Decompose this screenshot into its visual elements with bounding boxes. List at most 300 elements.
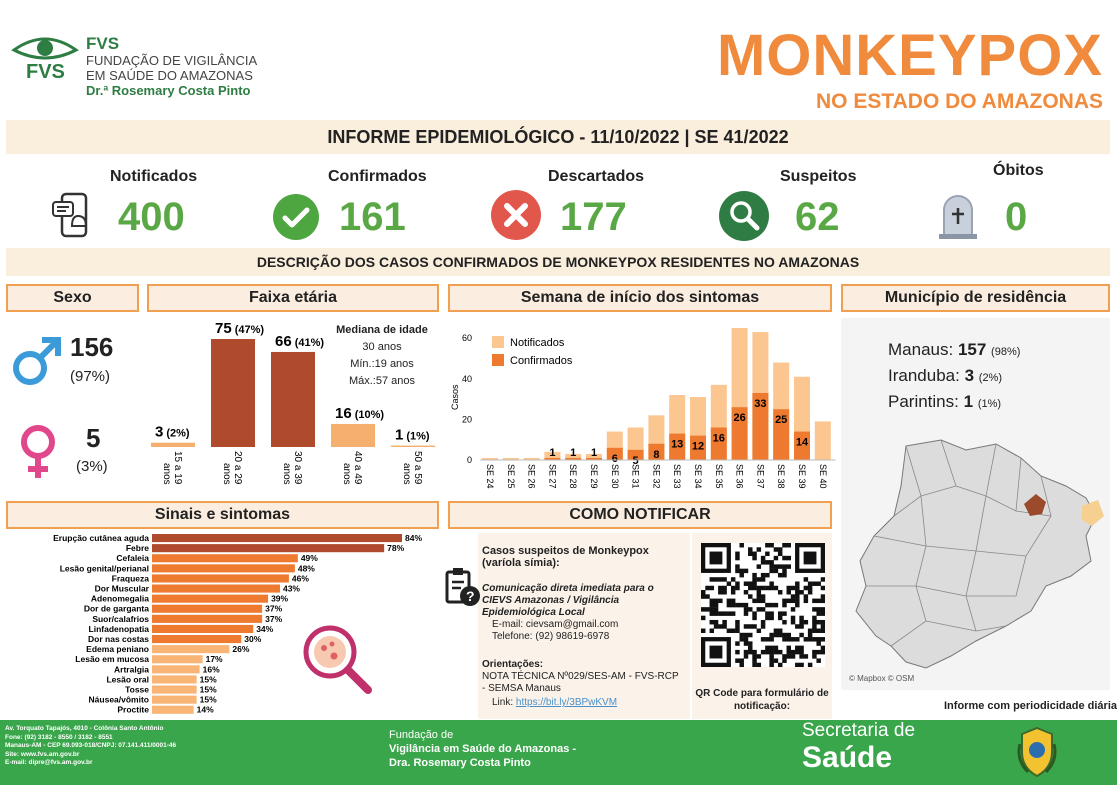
- qr-module: [744, 611, 748, 615]
- section-band: [6, 248, 1110, 276]
- qr-module: [804, 637, 808, 641]
- qr-module: [718, 599, 722, 603]
- check-circle-icon: [272, 193, 320, 246]
- week-tick-label: SE 24: [485, 464, 495, 489]
- qr-module: [808, 629, 812, 633]
- qr-module: [761, 560, 765, 564]
- page-subtitle: NO ESTADO DO AMAZONAS: [816, 90, 1103, 113]
- panel-municipio-title: Município de residência: [841, 284, 1110, 312]
- panel-notificar-title: COMO NOTIFICAR: [448, 501, 832, 529]
- qr-module: [795, 603, 799, 607]
- qr-module: [744, 569, 748, 573]
- qr-module: [799, 624, 803, 628]
- qr-module: [731, 586, 735, 590]
- qr-module: [787, 586, 791, 590]
- qr-module: [761, 599, 765, 603]
- symptom-label: Lesão em mucosa: [75, 654, 149, 665]
- week-tick-label: SE 27: [547, 464, 558, 489]
- kpi-obitos-value: 0: [1005, 195, 1028, 239]
- qr-module: [795, 581, 799, 585]
- qr-module: [739, 637, 743, 641]
- qr-module: [710, 629, 714, 633]
- qr-module: [808, 586, 812, 590]
- qr-module: [761, 594, 765, 598]
- org-line3: Dr.ª Rosemary Costa Pinto: [86, 83, 251, 98]
- week-bar-label: 8: [653, 448, 660, 461]
- qr-module: [778, 663, 782, 667]
- qr-module: [782, 633, 786, 637]
- qr-module: [769, 603, 773, 607]
- qr-caption2: notificação:: [733, 701, 791, 712]
- qr-module: [705, 586, 709, 590]
- qr-module: [799, 654, 803, 658]
- qr-module: [799, 633, 803, 637]
- symptom-value: 30%: [244, 634, 262, 644]
- qr-module: [795, 594, 799, 598]
- qr-module: [752, 650, 756, 654]
- qr-module: [774, 586, 778, 590]
- symptom-label: Dor Muscular: [94, 583, 149, 594]
- female-count: 5: [86, 423, 101, 453]
- qr-module: [718, 624, 722, 628]
- qr-module: [804, 620, 808, 624]
- symptom-bar: [152, 635, 241, 643]
- qr-module: [782, 654, 786, 658]
- magnifier-icon: [718, 190, 770, 247]
- qr-module: [769, 637, 773, 641]
- qr-module: [774, 633, 778, 637]
- symptom-label: Náusea/vômito: [88, 694, 149, 705]
- clipboard-question-icon: [443, 566, 481, 613]
- qr-module: [744, 650, 748, 654]
- qr-module: [714, 620, 718, 624]
- kpi-confirmados-value: 161: [339, 195, 406, 239]
- symptom-bar: [152, 554, 298, 562]
- legend-confirmados-swatch: [492, 354, 504, 366]
- municipio-list: [888, 338, 1020, 416]
- qr-module: [821, 646, 825, 650]
- qr-module: [757, 564, 761, 568]
- municipio-item: Manaus: 157 (98%): [888, 340, 1021, 359]
- qr-module: [710, 607, 714, 611]
- qr-module: [787, 654, 791, 658]
- qr-module: [816, 620, 820, 624]
- qr-caption: [692, 687, 832, 713]
- symptom-label: Lesão genital/perianal: [59, 563, 149, 574]
- qr-module: [782, 603, 786, 607]
- amazonas-map: [846, 436, 1108, 676]
- symptom-bar: [152, 544, 384, 552]
- qr-module: [748, 581, 752, 585]
- notificar-link-row: [482, 697, 688, 709]
- qr-module: [752, 573, 756, 577]
- week-bar-label: 16: [712, 432, 725, 445]
- page-title: MONKEYPOX: [716, 23, 1103, 88]
- kpi-confirmados-label: Confirmados: [328, 168, 427, 185]
- qr-module: [735, 658, 739, 662]
- qr-module: [752, 624, 756, 628]
- qr-module: [816, 637, 820, 641]
- qr-module: [761, 620, 765, 624]
- qr-module: [765, 637, 769, 641]
- qr-module: [821, 650, 825, 654]
- kpi-descartados-value: 177: [560, 195, 627, 239]
- qr-module: [782, 637, 786, 641]
- symptom-label: Edema peniano: [86, 644, 149, 655]
- section-title: DESCRIÇÃO DOS CASOS CONFIRMADOS DE MONKEYPOX RESIDENTES NO AMAZONAS: [256, 254, 860, 270]
- qr-module: [782, 611, 786, 615]
- qr-module: [812, 654, 816, 658]
- age-bar: [271, 352, 315, 447]
- week-bar-label: 1: [549, 446, 556, 459]
- qr-code[interactable]: [701, 543, 825, 667]
- qr-module: [722, 590, 726, 594]
- qr-module: [757, 607, 761, 611]
- panel-sinais-title: Sinais e sintomas: [6, 501, 439, 529]
- qr-module: [782, 569, 786, 573]
- x-circle-icon: [490, 189, 542, 246]
- symptom-value: 15%: [199, 674, 217, 685]
- qr-module: [816, 607, 820, 611]
- qr-module: [769, 543, 773, 547]
- kpi-suspeitos-label: Suspeitos: [780, 168, 857, 185]
- legend-confirmados-label: Confirmados: [510, 355, 573, 367]
- qr-module: [765, 611, 769, 615]
- qr-module: [795, 586, 799, 590]
- week-bar-label: 12: [691, 440, 705, 453]
- age-bar-pct: (10%): [354, 408, 385, 421]
- qr-module: [727, 599, 731, 603]
- qr-module: [812, 616, 816, 620]
- symptom-label: Fraqueza: [111, 573, 149, 584]
- qr-module: [782, 620, 786, 624]
- qr-module: [769, 586, 773, 590]
- qr-module: [727, 603, 731, 607]
- week-bar-label: 25: [775, 414, 788, 427]
- qr-module: [714, 607, 718, 611]
- qr-module: [757, 590, 761, 594]
- qr-module: [722, 611, 726, 615]
- qr-module: [816, 599, 820, 603]
- qr-module: [778, 552, 782, 556]
- qr-module: [735, 624, 739, 628]
- qr-module: [774, 556, 778, 560]
- phone-alert-icon: [50, 190, 100, 245]
- symptom-bar: [152, 655, 203, 663]
- qr-module: [748, 586, 752, 590]
- qr-module: [795, 599, 799, 603]
- qr-module: [710, 577, 714, 581]
- qr-module: [735, 564, 739, 568]
- panel-sexo-title: Sexo: [6, 284, 139, 312]
- report-title: INFORME EPIDEMIOLÓGICO - 11/10/2022 | SE 41/2022: [327, 127, 789, 147]
- qr-module: [787, 633, 791, 637]
- qr-module: [774, 650, 778, 654]
- qr-module: [748, 633, 752, 637]
- qr-module: [757, 594, 761, 598]
- qr-module: [795, 624, 799, 628]
- qr-module: [765, 560, 769, 564]
- qr-module: [791, 620, 795, 624]
- qr-module: [821, 586, 825, 590]
- qr-module: [735, 581, 739, 585]
- qr-module: [722, 586, 726, 590]
- qr-module: [812, 650, 816, 654]
- notificar-email: E-mail: cievsam@gmail.com: [492, 619, 619, 630]
- qr-module: [735, 629, 739, 633]
- qr-module: [787, 564, 791, 568]
- qr-module: [748, 624, 752, 628]
- qr-module: [727, 581, 731, 585]
- symptom-bar: [152, 665, 200, 673]
- symptom-label: Tosse: [125, 684, 149, 695]
- symptom-value: 49%: [300, 553, 318, 564]
- legend-notificados-swatch: [492, 336, 504, 348]
- qr-module: [710, 611, 714, 615]
- qr-module: [722, 620, 726, 624]
- qr-module: [714, 611, 718, 615]
- symptom-value: 37%: [265, 603, 283, 614]
- age-bar: [211, 339, 255, 447]
- age-bar: [151, 443, 195, 447]
- qr-module: [757, 577, 761, 581]
- qr-module: [816, 650, 820, 654]
- qr-module: [761, 586, 765, 590]
- symptom-label: Dor nas costas: [88, 634, 149, 644]
- qr-module: [769, 650, 773, 654]
- qr-module: [739, 569, 743, 573]
- week-chart: [448, 314, 838, 498]
- qr-module: [731, 577, 735, 581]
- qr-module: [795, 663, 799, 667]
- tombstone-icon: [936, 192, 980, 245]
- qr-module: [757, 663, 761, 667]
- qr-module: [705, 607, 709, 611]
- week-tick-label: SE 39: [797, 464, 807, 489]
- notificar-text: [482, 545, 688, 709]
- week-ytick: 20: [461, 414, 472, 425]
- footer-address: Av. Torquato Tapajós, 4010 - Colônia Santo Antônio Fone: (92) 3182 - 8550 / 3182 - 8551 Manaus-AM - CEP 69.093-018/CNPJ: 07.141.411/0001-46 Site: www.fvs.am.gov.br E-mail: dipre@fvs.am.gov.br: [5, 725, 177, 766]
- qr-module: [757, 599, 761, 603]
- qr-module: [782, 543, 786, 547]
- week-ytick: 0: [466, 455, 472, 465]
- qr-module: [799, 663, 803, 667]
- municipio-item: Iranduba: 3 (2%): [888, 366, 1003, 385]
- symptom-label: Proctite: [117, 704, 149, 715]
- qr-module: [821, 620, 825, 624]
- symptom-value: 34%: [256, 623, 274, 634]
- qr-module: [816, 581, 820, 585]
- qr-module: [791, 650, 795, 654]
- qr-module: [808, 637, 812, 641]
- symptom-value: 37%: [265, 613, 283, 624]
- qr-module: [761, 556, 765, 560]
- symptom-bar: [152, 696, 197, 704]
- panel-faixa-title: Faixa etária: [147, 284, 439, 312]
- qr-module: [778, 633, 782, 637]
- qr-module: [727, 611, 731, 615]
- qr-module: [778, 564, 782, 568]
- symptom-bar: [152, 574, 289, 582]
- org-line2: EM SAÚDE DO AMAZONAS: [86, 68, 253, 83]
- qr-module: [748, 646, 752, 650]
- symptom-value: 48%: [297, 563, 315, 574]
- qr-module: [744, 641, 748, 645]
- qr-module: [701, 629, 705, 633]
- qr-module: [752, 599, 756, 603]
- age-bar: [391, 446, 435, 447]
- qr-module: [769, 564, 773, 568]
- age-bar-pct: (47%): [234, 324, 265, 336]
- qr-module: [791, 607, 795, 611]
- age-bar-pct: (1%): [406, 430, 430, 443]
- qr-module: [795, 646, 799, 650]
- age-bar: [331, 424, 375, 447]
- qr-module: [774, 603, 778, 607]
- qr-module: [718, 586, 722, 590]
- qr-module: [744, 624, 748, 628]
- qr-module: [765, 650, 769, 654]
- qr-module: [761, 573, 765, 577]
- notificar-nota2: - SEMSA Manaus: [482, 683, 561, 694]
- fvs-logo: [10, 32, 80, 82]
- age-tick-label: 40 a 49anos: [341, 451, 363, 485]
- qr-module: [735, 552, 739, 556]
- qr-module: [812, 607, 816, 611]
- week-bar-label: 13: [671, 438, 684, 451]
- qr-module: [735, 650, 739, 654]
- qr-module: [739, 573, 743, 577]
- symptom-value: 84%: [405, 533, 423, 543]
- qr-module: [757, 586, 761, 590]
- notificar-title2: (varíola símia):: [482, 557, 560, 569]
- qr-module: [791, 586, 795, 590]
- qr-module: [731, 611, 735, 615]
- kpi-notificados-value: 400: [118, 195, 185, 239]
- qr-module: [739, 603, 743, 607]
- qr-module: [812, 581, 816, 585]
- male-pct: (97%): [70, 368, 111, 385]
- qr-module: [722, 577, 726, 581]
- week-tick-label: SE 30: [609, 464, 620, 489]
- qr-module: [787, 599, 791, 603]
- week-tick-label: SE 32: [651, 464, 662, 489]
- qr-module: [769, 646, 773, 650]
- secretaria-label: Secretaria de Saúde: [802, 720, 916, 774]
- qr-module: [769, 611, 773, 615]
- mediana-title: Mediana de idade: [336, 324, 428, 336]
- qr-module: [714, 599, 718, 603]
- qr-module: [739, 658, 743, 662]
- qr-module: [782, 573, 786, 577]
- female-pct: (3%): [76, 458, 108, 475]
- footer: [0, 720, 1117, 785]
- qr-module: [778, 650, 782, 654]
- qr-module: [765, 543, 769, 547]
- legend-notificados-label: Notificados: [510, 337, 565, 349]
- qr-module: [804, 577, 808, 581]
- qr-finder-core: [804, 552, 817, 565]
- kpi-descartados-label: Descartados: [548, 168, 645, 185]
- qr-module: [799, 590, 803, 594]
- week-tick-label: SE 35: [713, 464, 724, 489]
- week-tick-label: SE 26: [526, 464, 537, 489]
- symptom-label: Dor de garganta: [83, 603, 149, 614]
- qr-module: [812, 620, 816, 624]
- qr-module: [804, 654, 808, 658]
- qr-module: [804, 586, 808, 590]
- week-tick-label: SE 33: [672, 464, 683, 489]
- symptom-label: Cefaleia: [116, 553, 149, 564]
- week-bar-label: 26: [733, 412, 746, 425]
- qr-module: [812, 629, 816, 633]
- qr-module: [731, 599, 735, 603]
- qr-module: [752, 616, 756, 620]
- qr-module: [821, 624, 825, 628]
- qr-finder-core: [710, 646, 723, 659]
- male-icon: [8, 334, 64, 395]
- qr-module: [816, 641, 820, 645]
- qr-module: [808, 663, 812, 667]
- qr-module: [769, 663, 773, 667]
- notificar-orient: Orientações:: [482, 659, 544, 670]
- qr-module: [774, 569, 778, 573]
- qr-module: [705, 594, 709, 598]
- qr-module: [752, 586, 756, 590]
- qr-module: [812, 624, 816, 628]
- kpi-suspeitos-value: 62: [795, 195, 840, 239]
- qr-module: [714, 624, 718, 628]
- qr-module: [748, 547, 752, 551]
- qr-module: [821, 594, 825, 598]
- qr-module: [774, 658, 778, 662]
- qr-module: [816, 658, 820, 662]
- week-bar-label: 1: [570, 446, 577, 459]
- notificar-comm1: Comunicação direta imediata para o: [482, 583, 654, 594]
- report-band: [6, 120, 1110, 154]
- week-tick-label: SE 37: [755, 464, 766, 489]
- qr-module: [769, 658, 773, 662]
- symptom-label: Lesão oral: [106, 674, 149, 685]
- footer-center: Fundação de Vigilância em Saúde do Amazonas - Dra. Rosemary Costa Pinto: [389, 729, 577, 769]
- qr-module: [744, 654, 748, 658]
- mediana-box: [327, 322, 437, 390]
- qr-module: [744, 637, 748, 641]
- age-bar-label: 16 (10%): [335, 404, 385, 422]
- symptom-bar: [152, 564, 295, 572]
- qr-module: [731, 590, 735, 594]
- qr-module: [739, 543, 743, 547]
- qr-module: [744, 590, 748, 594]
- week-tick-label: SE 28: [568, 464, 579, 489]
- symptom-label: Febre: [125, 543, 149, 554]
- qr-module: [735, 641, 739, 645]
- qr-module: [722, 624, 726, 628]
- symptom-bar: [152, 645, 229, 653]
- qr-module: [731, 603, 735, 607]
- age-bar-label: 66 (41%): [275, 332, 325, 350]
- notificar-phone: Telefone: (92) 98619-6978: [492, 631, 610, 642]
- org-line1: FUNDAÇÃO DE VIGILÂNCIA: [86, 53, 258, 68]
- symptom-label: Linfadenopatia: [88, 623, 149, 634]
- qr-module: [744, 603, 748, 607]
- symptom-value: 14%: [196, 704, 214, 715]
- age-bar-pct: (41%): [294, 336, 325, 349]
- qr-module: [748, 552, 752, 556]
- week-ylabel: Casos: [450, 384, 460, 410]
- org-short: FVS: [86, 34, 120, 53]
- notificar-link[interactable]: https://bit.ly/3BPwKVM: [515, 697, 618, 708]
